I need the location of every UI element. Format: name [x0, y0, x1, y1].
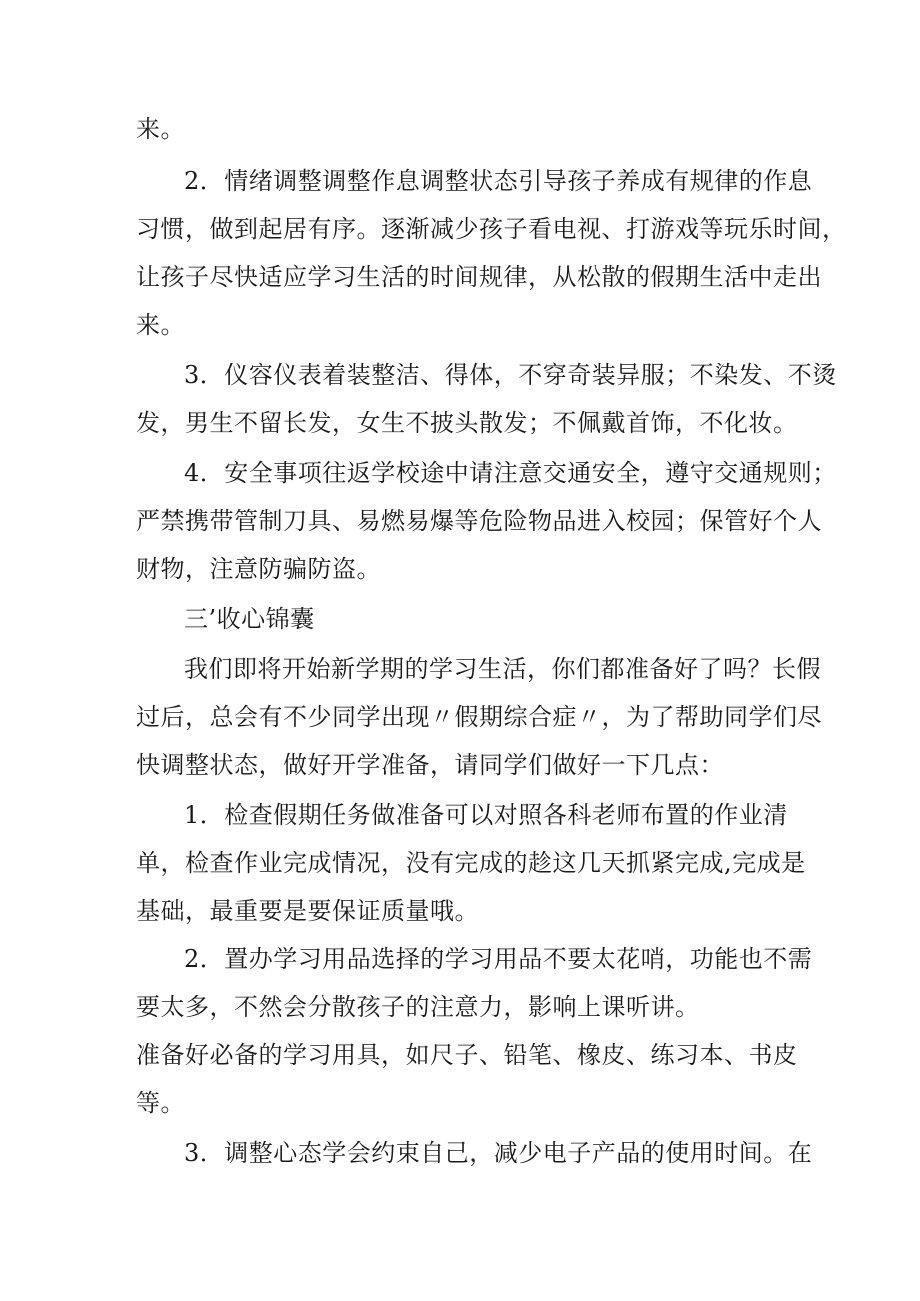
text-line: 发，男生不留长发，女生不披头散发；不佩戴首饰，不化妆。 [136, 409, 798, 437]
text-line: 3．调整心态学会约束自己，减少电子产品的使用时间。在 [184, 1139, 813, 1167]
text-line: 2．置办学习用品选择的学习用品不要太花哨，功能也不需 [184, 945, 813, 973]
text-line: 等。 [136, 1089, 185, 1117]
text-line: 准备好必备的学习用具，如尺子、铅笔、橡皮、练习本、书皮 [136, 1041, 798, 1069]
text-line: 财物，注意防骗防盗。 [136, 555, 381, 583]
text-line: 习惯，做到起居有序。逐渐减少孩子看电视、打游戏等玩乐时间， [136, 215, 847, 243]
text-line: 严禁携带管制刀具、易燃易爆等危险物品进入校园；保管好个人 [136, 507, 822, 535]
text-line: 快调整状态，做好开学准备，请同学们做好一下几点： [136, 751, 724, 779]
text-line: 让孩子尽快适应学习生活的时间规律，从松散的假期生活中走出 [136, 263, 822, 291]
text-line: 基础，最重要是要保证质量哦。 [136, 897, 479, 925]
text-line: 我们即将开始新学期的学习生活，你们都准备好了吗？长假 [184, 655, 821, 683]
text-line: 单，检查作业完成情况，没有完成的趁这几天抓紧完成,完成是 [136, 849, 806, 877]
section-heading: 三’收心锦囊 [184, 605, 315, 633]
text-line: 3．仪容仪表着装整洁、得体，不穿奇装异服；不染发、不烫 [184, 361, 837, 389]
text-line: 过后，总会有不少同学出现〃假期综合症〃，为了帮助同学们尽 [136, 703, 822, 731]
text-line: 来。 [136, 115, 185, 143]
text-line: 要太多，不然会分散孩子的注意力，影响上课听讲。 [136, 993, 700, 1021]
text-line: 4．安全事项往返学校途中请注意交通安全，遵守交通规则； [184, 459, 837, 487]
text-line: 来。 [136, 311, 185, 339]
text-line: 1．检查假期任务做准备可以对照各科老师布置的作业清 [184, 801, 788, 829]
text-line: 2．情绪调整调整作息调整状态引导孩子养成有规律的作息 [184, 167, 813, 195]
